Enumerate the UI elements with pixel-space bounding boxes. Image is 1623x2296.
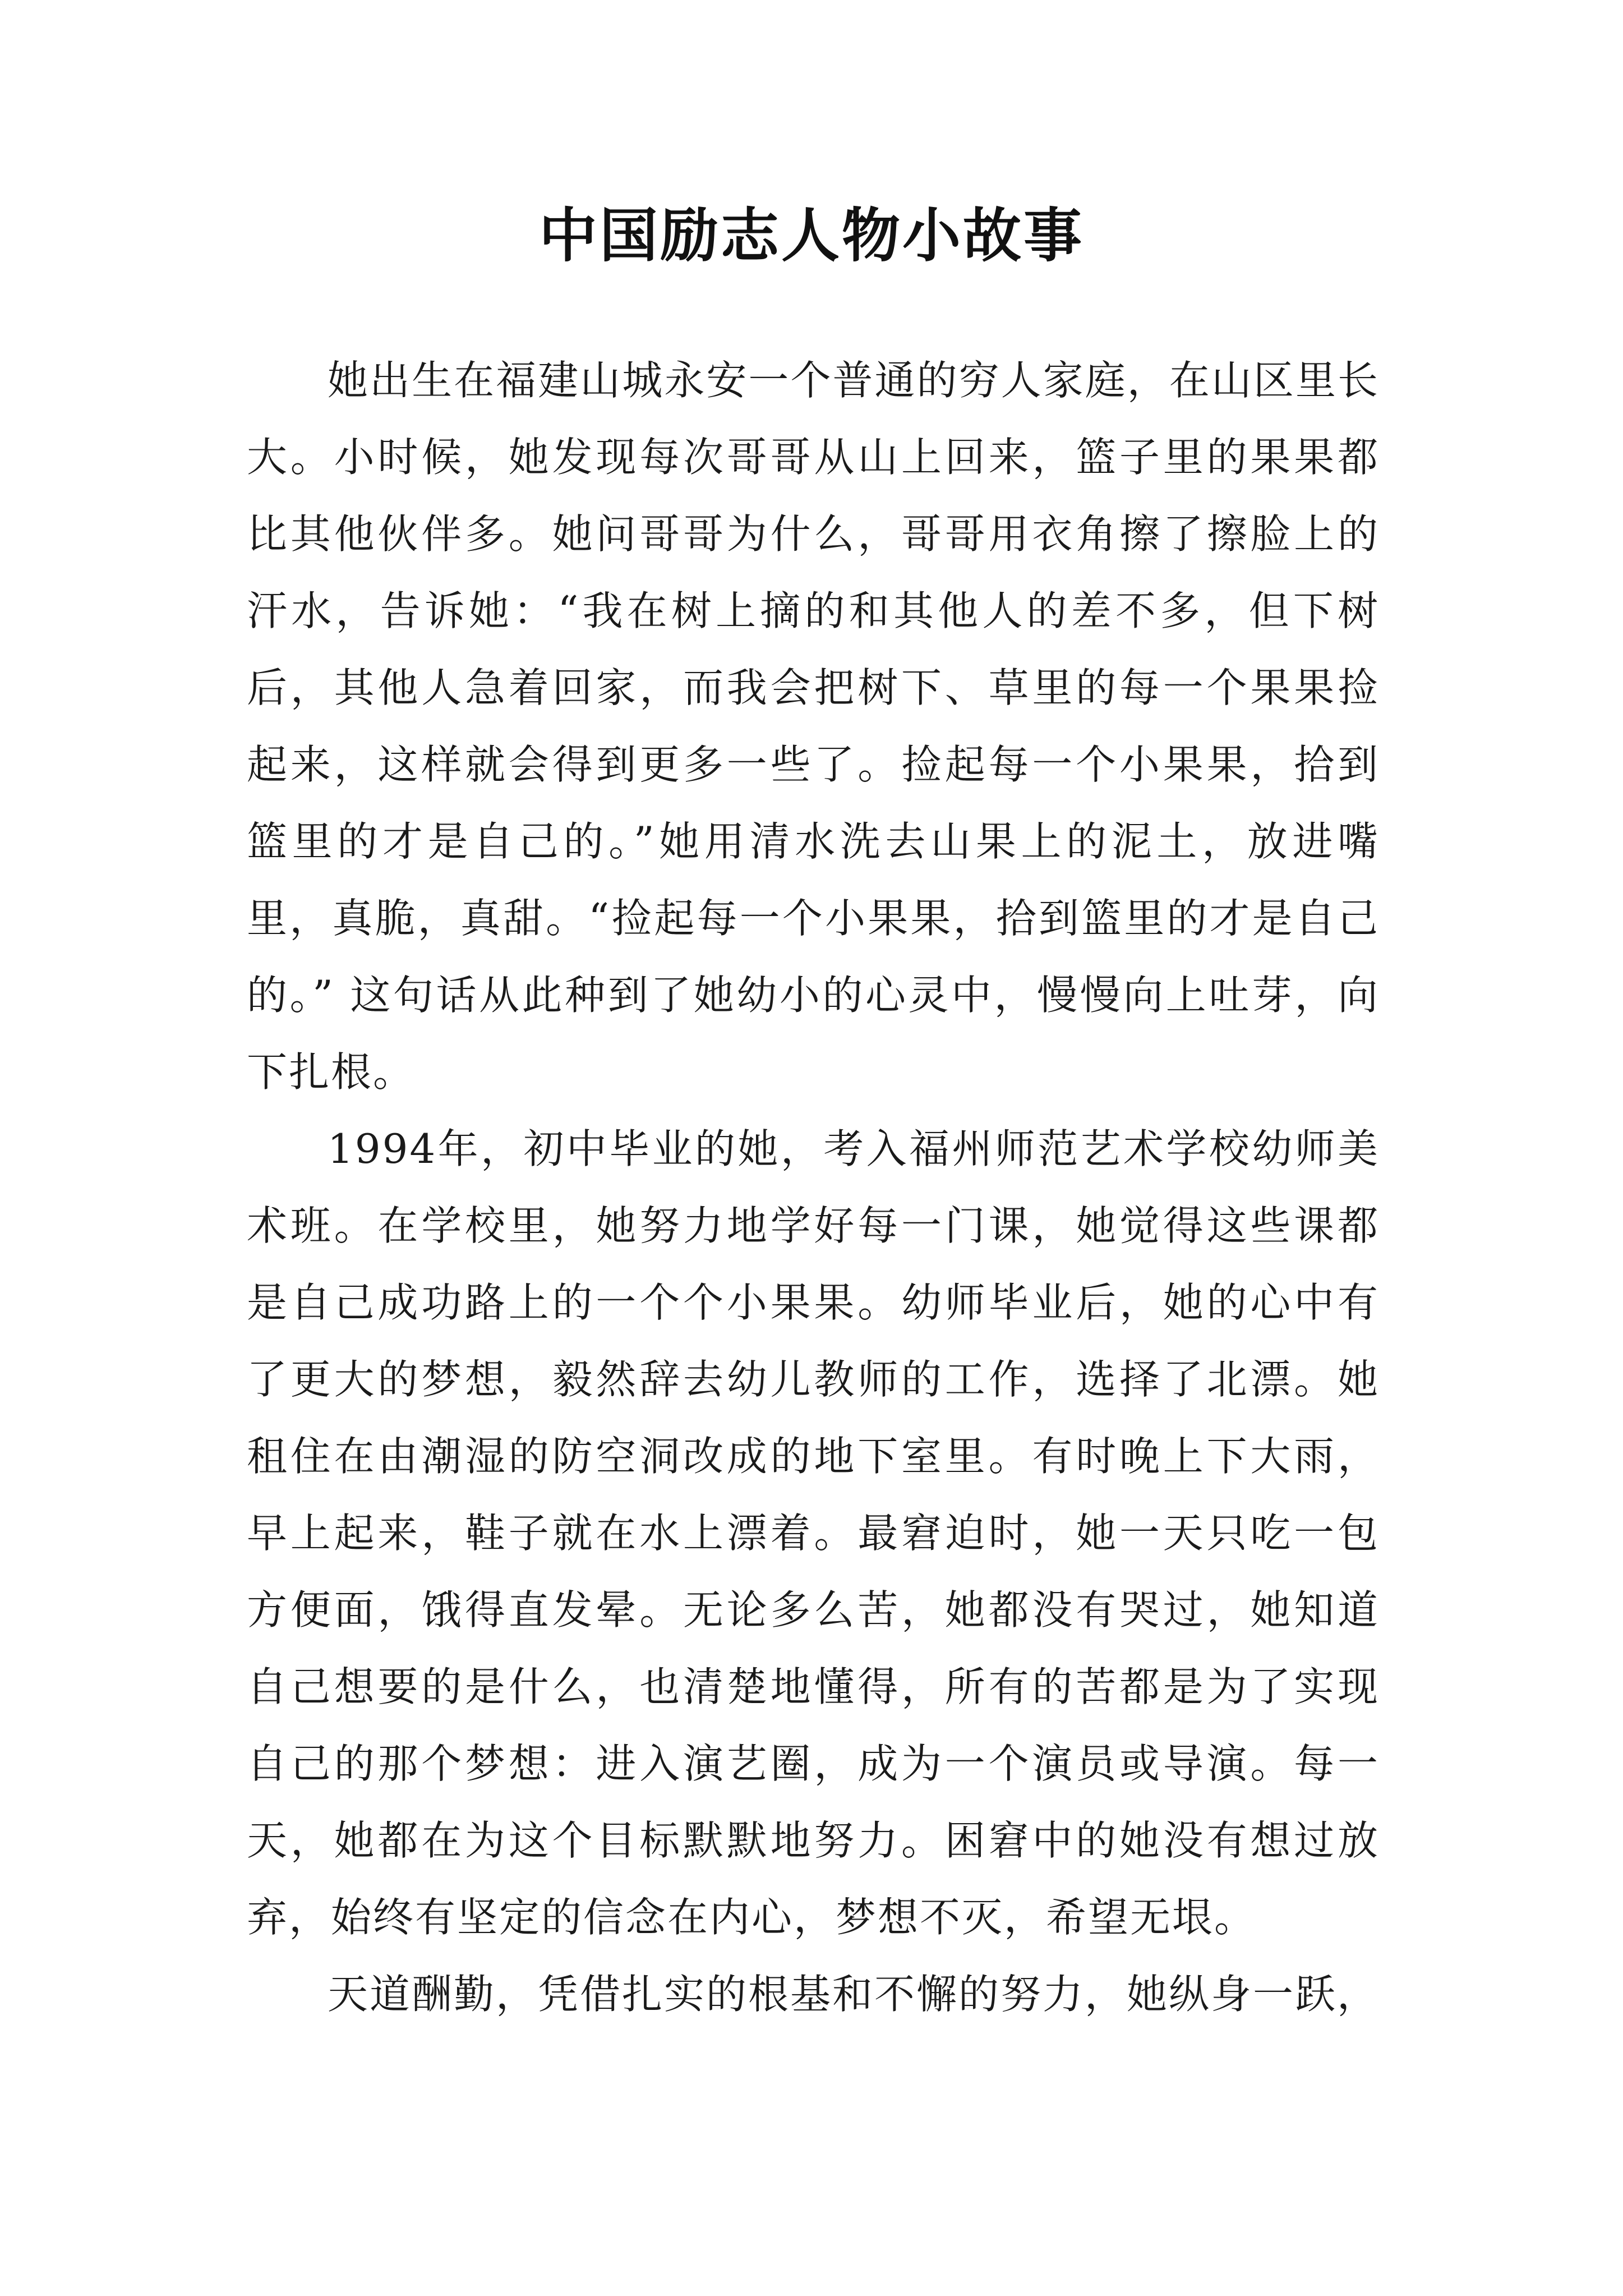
document-body (247, 342, 1380, 2033)
paragraph-2: 1994年，初中毕业的她，考入福州师范艺术学校幼师美术班。在学校里，她努力地学好每一门课，她觉得这些课都是自己成功路上的一个个小果果。幼师毕业后，她的心中有了更大的梦想，毅然辞去幼儿教师的工作，选择了北漂。她租住在由潮湿的防空洞改成的地下室里。有时晚上下大雨，早上起来，鞋子就在水上漂着。最窘迫时，她一天只吃一包方便面，饿得直发晕。无论多么苦，她都没有哭过，她知道自己想要的是什么，也清楚地懂得，所有的苦都是为了实现自己的那个梦想：进入演艺圈，成为一个演员或导演。每一天，她都在为这个目标默默地努力。困窘中的她没有想过放弃，始终有坚定的信念在内心，梦想不灭，希望无垠。 (247, 1125, 1380, 1941)
paragraph-3: 天道酬勤，凭借扎实的根基和不懈的努力，她纵身一跃， (328, 1971, 1380, 2018)
paragraph-1: 她出生在福建山城永安一个普通的穷人家庭，在山区里长大。小时候，她发现每次哥哥从山上回来，篮子里的果果都比其他伙伴多。她问哥哥为什么，哥哥用衣角擦了擦脸上的汗水，告诉她：“我在树上摘的和其他人的差不多，但下树后，其他人急着回家，而我会把树下、草里的每一个果果捡起来，这样就会得到更多一些了。捡起每一个小果果，拾到篮里的才是自己的。”她用清水洗去山果上的泥土，放进嘴里，真脆，真甜。“捡起每一个小果果，拾到篮里的才是自己的。” 这句话从此种到了她幼小的心灵中，慢慢向上吐芽，向下扎根。 (247, 357, 1380, 1096)
document-title: 中国励志人物小故事 (538, 201, 1084, 270)
